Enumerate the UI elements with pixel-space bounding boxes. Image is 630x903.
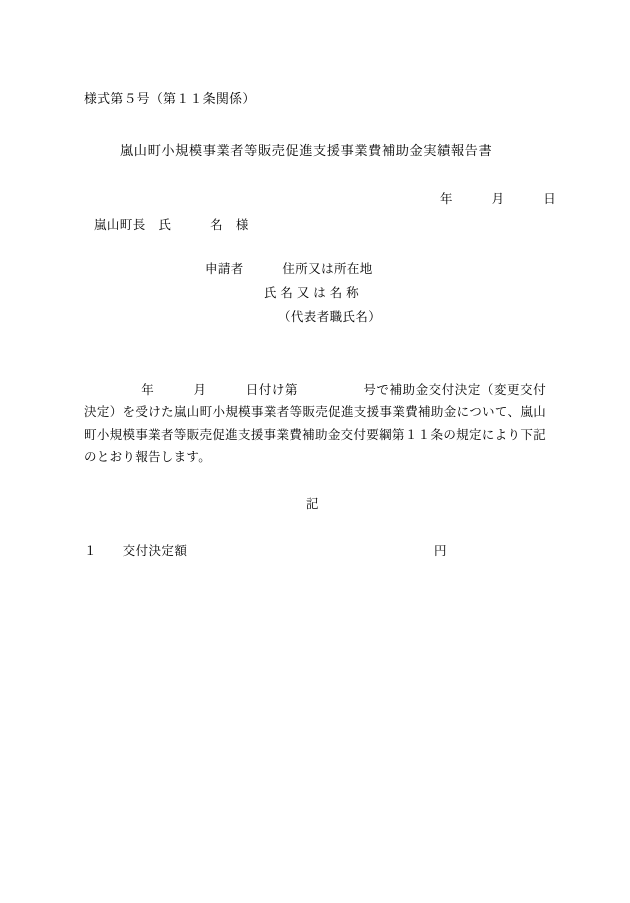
- item-1-label: [84, 545, 187, 558]
- item-1-unit: 円: [434, 544, 447, 558]
- addressee-line: 嵐山町長 氏 名 様: [94, 218, 249, 232]
- body-lead-text: 年 月 日付け第 号で補助金交付決定（変更交付決定）: [84, 383, 546, 420]
- date-line: 年 月 日: [440, 192, 557, 206]
- item-1-text: 交付決定額: [122, 544, 188, 558]
- applicant-representative-line: （代表者職氏名）: [278, 310, 382, 324]
- item-1-number: １: [84, 544, 97, 558]
- form-number: 様式第５号（第１１条関係）: [84, 92, 256, 106]
- page-title: 嵐山町小規模事業者等販売促進支援事業費補助金実績報告書: [120, 143, 493, 158]
- applicant-address-line: 申請者 住所又は所在地: [205, 262, 373, 276]
- applicant-name-line: 氏 名 又 は 名 称: [264, 286, 360, 300]
- ki-mark: 記: [306, 497, 319, 511]
- body-paragraph: [84, 379, 546, 468]
- body-rest-text: を受けた嵐山町小規模事業者等販売促進支援事業費補助金について、嵐山町小規模事業者等販売促進支援事業費補助金交付要綱第１１条の規定により下記のとおり報告します。: [84, 405, 546, 464]
